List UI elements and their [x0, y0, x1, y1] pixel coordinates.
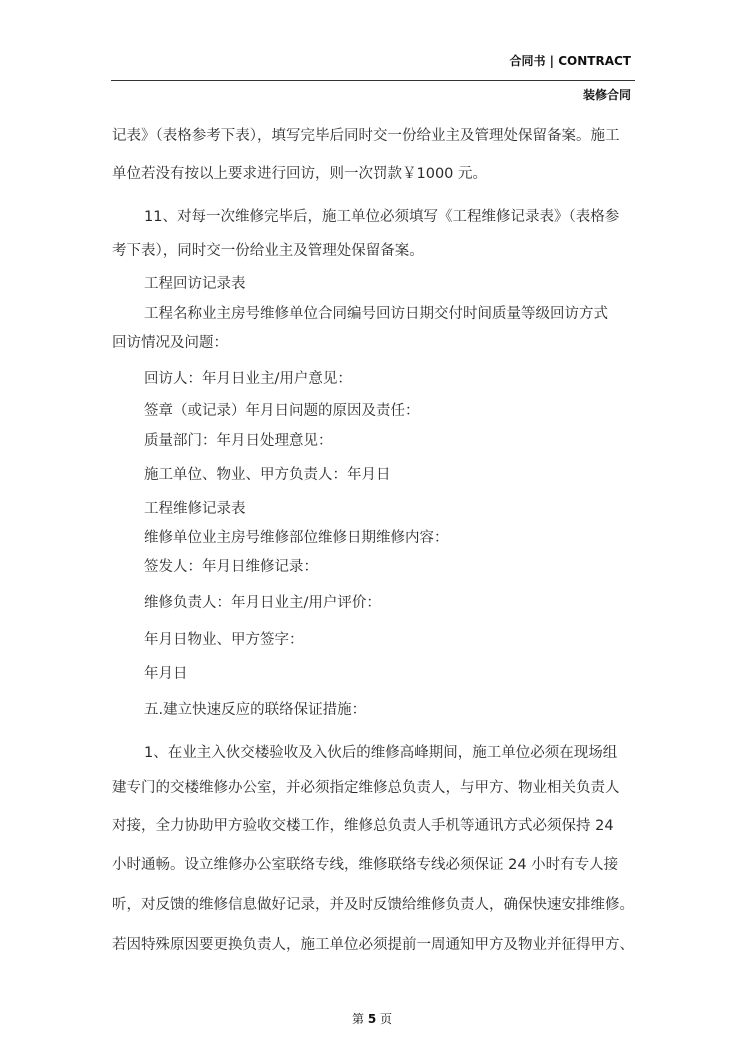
- header-divider: [111, 80, 635, 81]
- body-line: 小时通畅。设立维修办公室联络专线，维修联络专线必须保证 24 小时有专人接: [112, 857, 619, 873]
- body-line: 记表》（表格参考下表），填写完毕后同时交一份给业主及管理处保留备案。施工: [112, 128, 620, 144]
- page-suffix: 页: [380, 1012, 393, 1026]
- body-line: 工程维修记录表: [144, 501, 246, 517]
- page-number: 5: [367, 1012, 377, 1026]
- page-prefix: 第: [351, 1012, 364, 1026]
- body-line: 维修单位业主房号维修部位维修日期维修内容：: [144, 530, 449, 546]
- body-line: 年月日物业、甲方签字：: [144, 632, 304, 648]
- body-line: 建专门的交楼维修办公室，并必须指定维修总负责人，与甲方、物业相关负责人: [112, 780, 620, 796]
- body-line: 年月日: [144, 666, 188, 682]
- header-subtitle: 装修合同: [582, 88, 631, 102]
- body-line: 质量部门：年月日处理意见：: [144, 433, 333, 449]
- body-line: 1、在业主入伙交楼验收及入伙后的维修高峰期间，施工单位必须在现场组: [144, 745, 618, 761]
- body-line: 工程名称业主房号维修单位合同编号回访日期交付时间质量等级回访方式: [144, 306, 608, 322]
- body-line: 11、对每一次维修完毕后，施工单位必须填写《工程维修记录表》（表格参: [144, 209, 620, 225]
- body-line: 维修负责人：年月日业主/用户评价：: [144, 595, 381, 611]
- body-line: 单位若没有按以上要求进行回访，则一次罚款￥1000 元。: [112, 166, 488, 182]
- body-line: 对接，全力协助甲方验收交楼工作，维修总负责人手机等通讯方式必须保持 24: [112, 818, 614, 834]
- body-line: 考下表），同时交一份给业主及管理处保留备案。: [112, 243, 424, 259]
- body-line: 听，对反馈的维修信息做好记录，并及时反馈给维修负责人，确保快速安排维修。: [112, 897, 634, 913]
- header-title: 合同书 | CONTRACT: [509, 54, 631, 68]
- body-line: 回访情况及问题：: [112, 335, 228, 351]
- body-line: 五.建立快速反应的联络保证措施：: [144, 702, 367, 718]
- body-line: 施工单位、物业、甲方负责人：年月日: [144, 467, 391, 483]
- body-line: 若因特殊原因要更换负责人，施工单位必须提前一周通知甲方及物业并征得甲方、: [112, 937, 634, 953]
- page-footer: [0, 1010, 744, 1027]
- body-line: 签发人：年月日维修记录：: [144, 559, 318, 575]
- body-line: 工程回访记录表: [144, 276, 246, 292]
- body-line: 回访人：年月日业主/用户意见：: [144, 371, 352, 387]
- body-line: 签章（或记录）年月日问题的原因及责任：: [144, 403, 420, 419]
